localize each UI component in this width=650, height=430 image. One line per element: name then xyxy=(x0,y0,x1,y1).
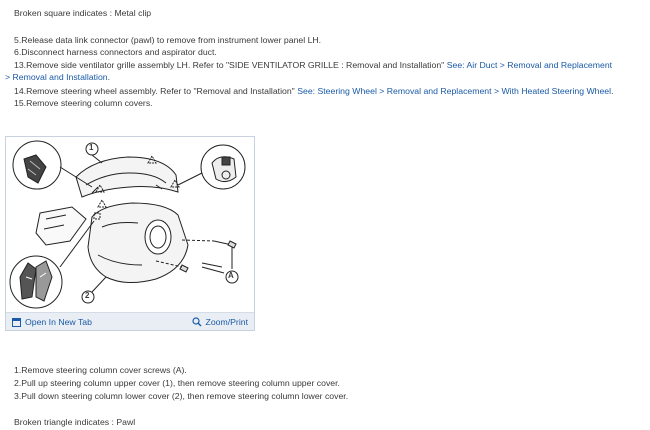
pawl-note: Broken triangle indicates : Pawl xyxy=(14,417,136,427)
open-in-new-tab-button[interactable] xyxy=(12,316,92,328)
open-in-new-tab-label: Open In New Tab xyxy=(25,317,92,327)
cover-step-3: 3.Pull down steering column lower cover (2), then remove steering column lower cover. xyxy=(14,391,349,401)
step-5: 5.Release data link connector (pawl) to remove from instrument lower panel LH. xyxy=(14,35,322,45)
step-13-text: 13.Remove side ventilator grille assembly LH. Refer to "SIDE VENTILATOR GRILLE : Removal and Installation" xyxy=(14,60,447,70)
step-14-period: . xyxy=(611,86,614,96)
callout-2: 2 xyxy=(85,291,90,300)
step-14-text: 14.Remove steering wheel assembly. Refer to "Removal and Installation" xyxy=(14,86,298,96)
steering-column-cover-figure xyxy=(5,136,255,331)
callout-1: 1 xyxy=(89,143,94,152)
cover-step-2: 2.Pull up steering column upper cover (1), then remove steering column upper cover. xyxy=(14,378,340,388)
external-window-icon xyxy=(12,318,21,327)
steering-column-diagram xyxy=(6,137,254,312)
step-6: 6.Disconnect harness connectors and aspirator duct. xyxy=(14,47,217,57)
figure-toolbar xyxy=(6,312,254,330)
steering-wheel-link[interactable]: See: Steering Wheel > Removal and Replacement > With Heated Steering Wheel xyxy=(297,86,612,96)
removal-installation-link[interactable]: > Removal and Installation xyxy=(5,72,108,82)
cover-step-1: 1.Remove steering column cover screws (A). xyxy=(14,365,187,375)
zoom-print-label: Zoom/Print xyxy=(205,317,248,327)
callout-a: A xyxy=(228,271,234,280)
step-14 xyxy=(14,85,614,97)
step-13-continued xyxy=(5,71,110,83)
step-15: 15.Remove steering column covers. xyxy=(14,98,153,108)
zoom-print-button[interactable] xyxy=(192,316,248,328)
magnifier-icon xyxy=(192,317,202,327)
air-duct-link[interactable]: See: Air Duct > Removal and Replacement xyxy=(446,60,613,70)
step-13 xyxy=(14,59,612,71)
metal-clip-note: Broken square indicates : Metal clip xyxy=(14,8,152,18)
step-13-period: . xyxy=(107,72,111,82)
